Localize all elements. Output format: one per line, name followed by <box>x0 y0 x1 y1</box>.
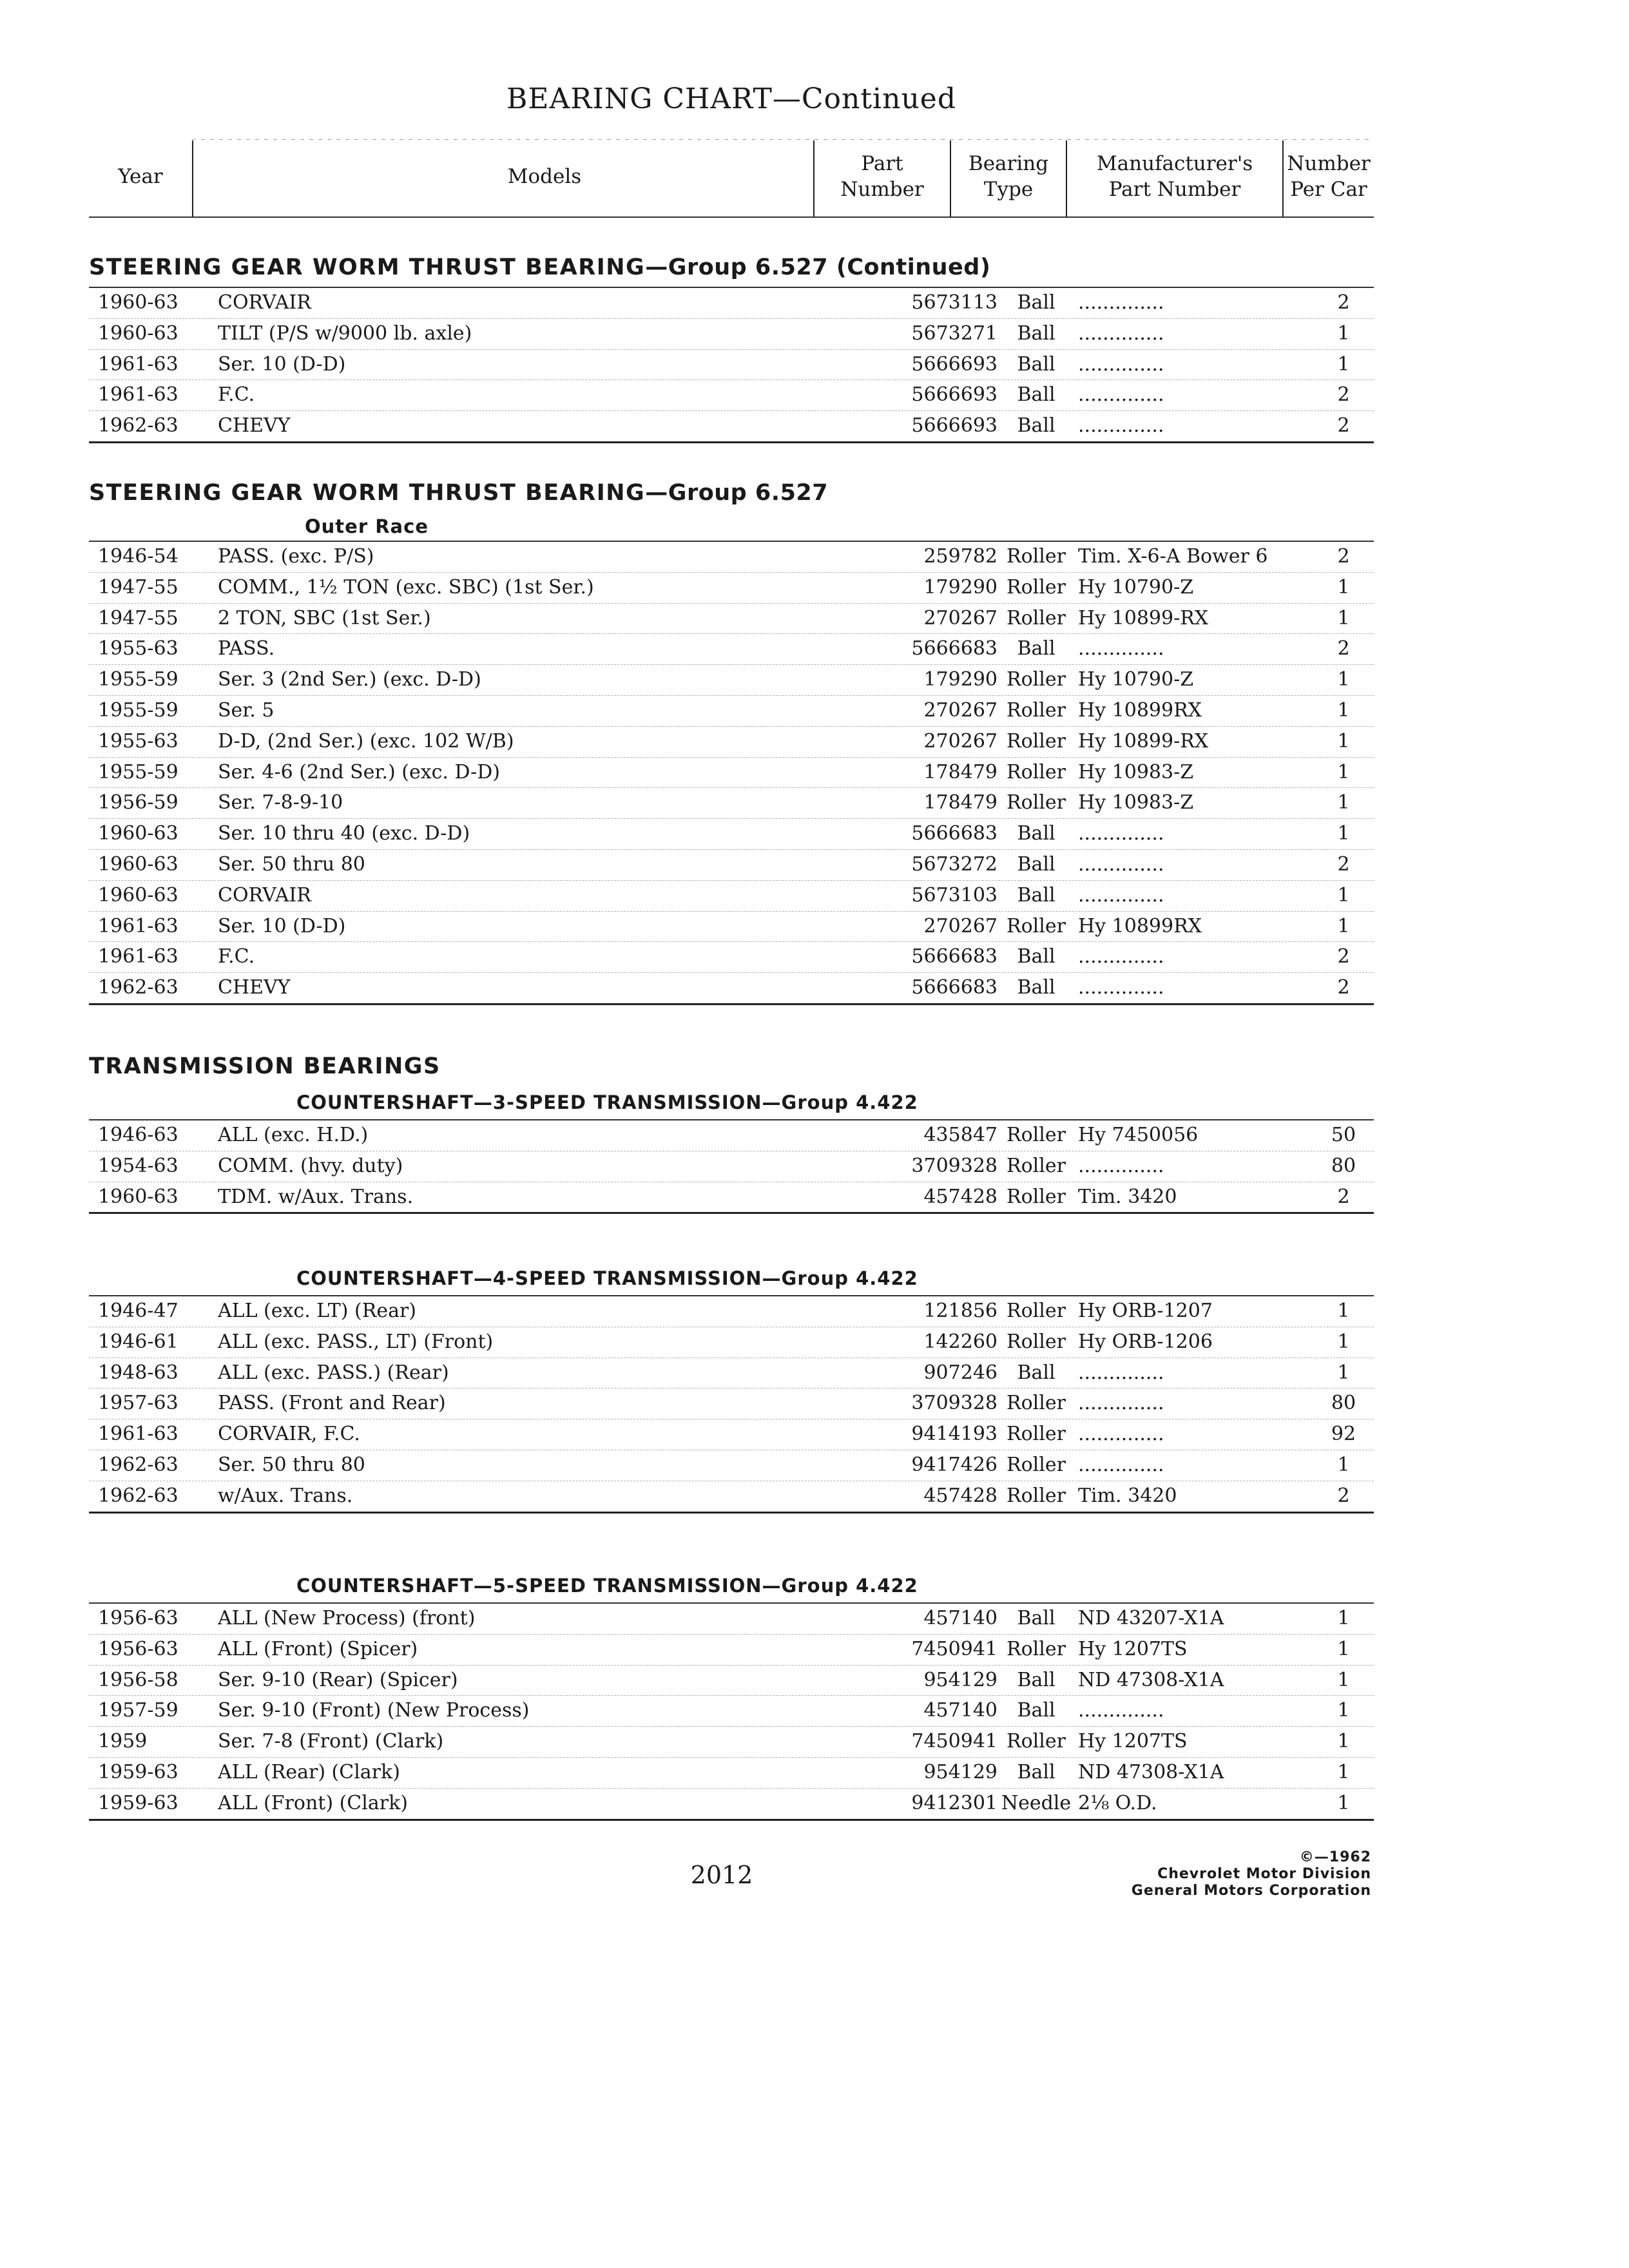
cell-mfr-part-number: .............. <box>1078 976 1164 999</box>
cell-year: 1960-63 <box>98 291 178 314</box>
cell-number-per-car: 2 <box>1337 976 1350 999</box>
cell-bearing-type: Ball <box>1017 1607 1055 1629</box>
table-row <box>89 1120 1374 1151</box>
cell-mfr-part-number: .............. <box>1078 1154 1164 1177</box>
cell-part-number: 5666693 <box>911 352 998 376</box>
cell-model: PASS. <box>218 637 275 660</box>
cell-number-per-car: 1 <box>1337 822 1350 845</box>
cell-mfr-part-number: Hy 10790-Z <box>1078 668 1194 691</box>
cell-number-per-car: 1 <box>1337 698 1350 722</box>
cell-bearing-type: Roller <box>1007 1453 1066 1476</box>
cell-bearing-type: Roller <box>1007 575 1066 599</box>
table-row <box>89 942 1374 973</box>
cell-bearing-type: Ball <box>1017 883 1055 907</box>
section-transmission-5-speed <box>89 1569 1374 1821</box>
table-row <box>89 573 1374 604</box>
cell-part-number: 178479 <box>923 760 998 783</box>
table-row <box>89 1450 1374 1481</box>
cell-number-per-car: 1 <box>1337 1300 1350 1322</box>
cell-bearing-type: Roller <box>1007 1392 1066 1415</box>
cell-number-per-car: 1 <box>1337 606 1350 629</box>
cell-year: 1962-63 <box>98 1484 178 1507</box>
cell-year: 1946-63 <box>98 1124 178 1146</box>
cell-mfr-part-number: .............. <box>1078 1453 1164 1476</box>
section-title: TRANSMISSION BEARINGS <box>89 1053 441 1079</box>
cell-bearing-type: Roller <box>1007 606 1066 629</box>
cell-mfr-part-number: .............. <box>1078 1392 1164 1415</box>
cell-part-number: 954129 <box>923 1760 998 1783</box>
cell-bearing-type: Ball <box>1017 637 1055 660</box>
cell-bearing-type: Roller <box>1007 1730 1066 1753</box>
cell-year: 1960-63 <box>98 1185 178 1208</box>
cell-bearing-type: Ball <box>1017 822 1055 845</box>
cell-mfr-part-number: .............. <box>1078 637 1164 660</box>
cell-part-number: 5666683 <box>911 976 998 999</box>
cell-year: 1955-63 <box>98 729 178 753</box>
cell-bearing-type: Roller <box>1007 1484 1066 1507</box>
cell-bearing-type: Ball <box>1017 414 1055 437</box>
cell-bearing-type: Roller <box>1007 1185 1066 1208</box>
cell-model: ALL (Front) (Clark) <box>218 1791 408 1814</box>
cell-bearing-type: Ball <box>1017 383 1055 407</box>
cell-model: TDM. w/Aux. Trans. <box>218 1185 414 1208</box>
cell-mfr-part-number: 2⅛ O.D. <box>1078 1791 1157 1814</box>
cell-number-per-car: 1 <box>1337 1637 1350 1660</box>
cell-number-per-car: 1 <box>1337 1699 1350 1722</box>
header-part-number: Part Number <box>840 152 924 201</box>
cell-year: 1956-59 <box>98 791 178 814</box>
cell-part-number: 457428 <box>923 1484 998 1507</box>
table-row <box>89 881 1374 912</box>
cell-bearing-type: Roller <box>1007 1154 1066 1177</box>
cell-model: PASS. (Front and Rear) <box>218 1392 446 1415</box>
table-row <box>89 1296 1374 1327</box>
cell-year: 1946-47 <box>98 1300 178 1322</box>
table-row <box>89 1789 1374 1819</box>
table-row <box>89 1604 1374 1635</box>
cell-number-per-car: 2 <box>1337 637 1350 660</box>
table-row <box>89 350 1374 381</box>
section-worm-thrust-outer-race <box>89 474 1374 1005</box>
cell-part-number: 907246 <box>923 1361 998 1384</box>
cell-bearing-type: Roller <box>1007 1330 1066 1353</box>
cell-model: Ser. 4-6 (2nd Ser.) (exc. D-D) <box>218 760 501 783</box>
copyright-notice: ©—1962 Chevrolet Motor Division General Motors Corporation <box>1131 1849 1371 1899</box>
cell-number-per-car: 1 <box>1337 1791 1350 1814</box>
cell-bearing-type: Ball <box>1017 945 1055 968</box>
table-row <box>89 1666 1374 1696</box>
section-title: STEERING GEAR WORM THRUST BEARING—Group 6.527 (Continued) <box>89 255 991 280</box>
cell-mfr-part-number: Tim. 3420 <box>1078 1484 1177 1507</box>
table-row <box>89 696 1374 727</box>
cell-bearing-type: Roller <box>1007 1300 1066 1322</box>
cell-mfr-part-number: Tim. 3420 <box>1078 1185 1177 1208</box>
cell-part-number: 9414193 <box>911 1423 998 1446</box>
table-row <box>89 1182 1374 1213</box>
cell-mfr-part-number: .............. <box>1078 414 1164 437</box>
cell-year: 1961-63 <box>98 1423 178 1446</box>
cell-model: Ser. 10 (D-D) <box>218 352 346 376</box>
cell-year: 1957-59 <box>98 1699 178 1722</box>
cell-mfr-part-number: Hy 10899RX <box>1078 698 1202 722</box>
cell-part-number: 270267 <box>923 729 998 753</box>
cell-bearing-type: Roller <box>1007 698 1066 722</box>
column-header <box>89 135 1374 218</box>
cell-number-per-car: 2 <box>1337 1185 1350 1208</box>
cell-year: 1957-63 <box>98 1392 178 1415</box>
cell-year: 1947-55 <box>98 606 178 629</box>
cell-model: ALL (Rear) (Clark) <box>218 1760 400 1783</box>
cell-model: ALL (exc. PASS., LT) (Front) <box>218 1330 494 1353</box>
cell-part-number: 457140 <box>923 1699 998 1722</box>
cell-bearing-type: Roller <box>1007 545 1066 568</box>
cell-bearing-type: Ball <box>1017 352 1055 376</box>
cell-model: CORVAIR <box>218 291 311 314</box>
cell-part-number: 5673113 <box>911 291 998 314</box>
header-models: Models <box>507 165 582 188</box>
cell-part-number: 179290 <box>923 668 998 691</box>
cell-model: COMM. (hvy. duty) <box>218 1154 403 1177</box>
cell-bearing-type: Ball <box>1017 852 1055 876</box>
cell-model: CORVAIR, F.C. <box>218 1423 360 1446</box>
cell-model: F.C. <box>218 383 255 407</box>
cell-year: 1959-63 <box>98 1760 178 1783</box>
cell-number-per-car: 1 <box>1337 791 1350 814</box>
cell-year: 1959 <box>98 1730 148 1753</box>
table-row <box>89 1481 1374 1512</box>
cell-part-number: 457140 <box>923 1607 998 1629</box>
cell-part-number: 9412301 <box>911 1791 998 1814</box>
table-row <box>89 1727 1374 1758</box>
cell-model: Ser. 9-10 (Front) (New Process) <box>218 1699 530 1722</box>
cell-number-per-car: 80 <box>1331 1392 1356 1415</box>
cell-year: 1955-59 <box>98 760 178 783</box>
section-title: STEERING GEAR WORM THRUST BEARING—Group 6.527 <box>89 480 829 506</box>
cell-mfr-part-number: ND 47308-X1A <box>1078 1760 1224 1783</box>
table-row <box>89 1327 1374 1358</box>
table-body <box>89 541 1374 1005</box>
table-row <box>89 912 1374 943</box>
cell-model: Ser. 7-8 (Front) (Clark) <box>218 1730 444 1753</box>
cell-year: 1961-63 <box>98 945 178 968</box>
table-row <box>89 758 1374 789</box>
cell-part-number: 7450941 <box>911 1730 998 1753</box>
cell-part-number: 5666693 <box>911 383 998 407</box>
cell-bearing-type: Roller <box>1007 791 1066 814</box>
cell-number-per-car: 1 <box>1337 1361 1350 1384</box>
section-subtitle: COUNTERSHAFT—4-SPEED TRANSMISSION—Group 4.422 <box>296 1267 918 1289</box>
section-subtitle: Outer Race <box>305 515 429 537</box>
header-year: Year <box>118 165 163 188</box>
cell-bearing-type: Roller <box>1007 1124 1066 1146</box>
cell-model: Ser. 50 thru 80 <box>218 1453 365 1476</box>
cell-mfr-part-number: .............. <box>1078 822 1164 845</box>
cell-mfr-part-number: Hy 7450056 <box>1078 1124 1199 1146</box>
header-number-per-car: Number Per Car <box>1287 152 1371 201</box>
header-bearing-type: Bearing Type <box>968 152 1049 201</box>
table-row <box>89 634 1374 665</box>
cell-part-number: 5666683 <box>911 822 998 845</box>
cell-year: 1960-63 <box>98 822 178 845</box>
table-row <box>89 288 1374 319</box>
table-row <box>89 1696 1374 1727</box>
cell-part-number: 121856 <box>923 1300 998 1322</box>
cell-number-per-car: 2 <box>1337 945 1350 968</box>
cell-mfr-part-number: Hy 10790-Z <box>1078 575 1194 599</box>
table-row <box>89 604 1374 635</box>
cell-bearing-type: Roller <box>1007 729 1066 753</box>
cell-mfr-part-number: .............. <box>1078 322 1164 345</box>
table-row <box>89 411 1374 441</box>
section-worm-thrust-continued <box>89 248 1374 443</box>
cell-year: 1960-63 <box>98 852 178 876</box>
cell-model: Ser. 5 <box>218 698 275 722</box>
cell-part-number: 178479 <box>923 791 998 814</box>
section-subtitle: COUNTERSHAFT—3-SPEED TRANSMISSION—Group 4.422 <box>296 1091 918 1113</box>
section-transmission-3-speed <box>89 1047 1374 1214</box>
cell-model: Ser. 50 thru 80 <box>218 852 365 876</box>
cell-bearing-type: Roller <box>1007 760 1066 783</box>
cell-mfr-part-number: Hy 10899-RX <box>1078 606 1209 629</box>
cell-mfr-part-number: .............. <box>1078 945 1164 968</box>
cell-mfr-part-number: .............. <box>1078 883 1164 907</box>
cell-year: 1955-59 <box>98 698 178 722</box>
cell-number-per-car: 2 <box>1337 852 1350 876</box>
cell-mfr-part-number: .............. <box>1078 383 1164 407</box>
cell-model: TILT (P/S w/9000 lb. axle) <box>218 322 472 345</box>
cell-model: Ser. 3 (2nd Ser.) (exc. D-D) <box>218 668 481 691</box>
cell-model: D-D, (2nd Ser.) (exc. 102 W/B) <box>218 729 514 753</box>
table-row <box>89 1758 1374 1789</box>
cell-mfr-part-number: .............. <box>1078 1699 1164 1722</box>
cell-part-number: 259782 <box>923 545 998 568</box>
cell-mfr-part-number: ND 43207-X1A <box>1078 1607 1224 1629</box>
cell-number-per-car: 1 <box>1337 729 1350 753</box>
cell-bearing-type: Roller <box>1007 1637 1066 1660</box>
table-row <box>89 727 1374 758</box>
cell-model: ALL (exc. PASS.) (Rear) <box>218 1361 449 1384</box>
cell-number-per-car: 1 <box>1337 914 1350 937</box>
cell-mfr-part-number: Tim. X-6-A Bower 6 <box>1078 545 1268 568</box>
cell-mfr-part-number: Hy 10983-Z <box>1078 760 1194 783</box>
cell-model: PASS. (exc. P/S) <box>218 545 374 568</box>
section-subtitle: COUNTERSHAFT—5-SPEED TRANSMISSION—Group 4.422 <box>296 1575 918 1597</box>
cell-part-number: 142260 <box>923 1330 998 1353</box>
cell-model: COMM., 1½ TON (exc. SBC) (1st Ser.) <box>218 575 594 599</box>
cell-mfr-part-number: .............. <box>1078 352 1164 376</box>
cell-part-number: 179290 <box>923 575 998 599</box>
table-row <box>89 819 1374 850</box>
cell-mfr-part-number: .............. <box>1078 1361 1164 1384</box>
cell-part-number: 5673271 <box>911 322 998 345</box>
cell-mfr-part-number: Hy ORB-1206 <box>1078 1330 1213 1353</box>
cell-model: Ser. 10 (D-D) <box>218 914 346 937</box>
cell-year: 1956-63 <box>98 1607 178 1629</box>
cell-model: Ser. 7-8-9-10 <box>218 791 343 814</box>
cell-part-number: 5666683 <box>911 945 998 968</box>
cell-bearing-type: Ball <box>1017 291 1055 314</box>
table-body <box>89 287 1374 443</box>
cell-part-number: 5666683 <box>911 637 998 660</box>
cell-number-per-car: 1 <box>1337 322 1350 345</box>
cell-number-per-car: 1 <box>1337 1330 1350 1353</box>
section-transmission-4-speed <box>89 1262 1374 1514</box>
cell-year: 1961-63 <box>98 383 178 407</box>
table-body <box>89 1602 1374 1821</box>
table-row <box>89 1419 1374 1450</box>
page-number: 2012 <box>690 1861 753 1889</box>
cell-year: 1955-63 <box>98 637 178 660</box>
cell-year: 1962-63 <box>98 976 178 999</box>
cell-year: 1947-55 <box>98 575 178 599</box>
cell-year: 1956-63 <box>98 1637 178 1660</box>
cell-part-number: 5673103 <box>911 883 998 907</box>
cell-model: Ser. 9-10 (Rear) (Spicer) <box>218 1668 458 1691</box>
cell-year: 1962-63 <box>98 1453 178 1476</box>
page-title: BEARING CHART—Continued <box>506 82 957 115</box>
cell-number-per-car: 2 <box>1337 291 1350 314</box>
cell-year: 1954-63 <box>98 1154 178 1177</box>
cell-year: 1956-58 <box>98 1668 178 1691</box>
cell-year: 1959-63 <box>98 1791 178 1814</box>
table-row <box>89 380 1374 411</box>
table-row <box>89 542 1374 573</box>
cell-number-per-car: 1 <box>1337 1607 1350 1629</box>
cell-part-number: 270267 <box>923 914 998 937</box>
table-body <box>89 1295 1374 1514</box>
cell-year: 1948-63 <box>98 1361 178 1384</box>
cell-bearing-type: Roller <box>1007 668 1066 691</box>
cell-model: ALL (exc. LT) (Rear) <box>218 1300 416 1322</box>
cell-number-per-car: 1 <box>1337 883 1350 907</box>
table-row <box>89 1389 1374 1419</box>
cell-number-per-car: 1 <box>1337 760 1350 783</box>
cell-mfr-part-number: .............. <box>1078 852 1164 876</box>
cell-part-number: 5673272 <box>911 852 998 876</box>
cell-year: 1960-63 <box>98 883 178 907</box>
cell-bearing-type: Ball <box>1017 976 1055 999</box>
table-row <box>89 788 1374 819</box>
cell-number-per-car: 1 <box>1337 1453 1350 1476</box>
cell-year: 1961-63 <box>98 914 178 937</box>
table-row <box>89 850 1374 881</box>
cell-mfr-part-number: Hy 1207TS <box>1078 1637 1188 1660</box>
cell-bearing-type: Roller <box>1007 914 1066 937</box>
cell-mfr-part-number: Hy 10899-RX <box>1078 729 1209 753</box>
table-row <box>89 1358 1374 1389</box>
cell-bearing-type: Roller <box>1007 1423 1066 1446</box>
cell-number-per-car: 1 <box>1337 1760 1350 1783</box>
cell-model: ALL (exc. H.D.) <box>218 1124 369 1146</box>
cell-number-per-car: 92 <box>1331 1423 1356 1446</box>
table-row <box>89 1635 1374 1666</box>
cell-part-number: 9417426 <box>911 1453 998 1476</box>
cell-part-number: 954129 <box>923 1668 998 1691</box>
cell-year: 1961-63 <box>98 352 178 376</box>
cell-part-number: 270267 <box>923 698 998 722</box>
cell-mfr-part-number: Hy 10899RX <box>1078 914 1202 937</box>
cell-bearing-type: Ball <box>1017 1361 1055 1384</box>
cell-year: 1955-59 <box>98 668 178 691</box>
cell-number-per-car: 2 <box>1337 545 1350 568</box>
cell-bearing-type: Ball <box>1017 1699 1055 1722</box>
cell-part-number: 3709328 <box>911 1154 998 1177</box>
cell-part-number: 435847 <box>923 1124 998 1146</box>
cell-model: F.C. <box>218 945 255 968</box>
cell-bearing-type: Ball <box>1017 1668 1055 1691</box>
cell-number-per-car: 1 <box>1337 1730 1350 1753</box>
header-mfr-part-number: Manufacturer's Part Number <box>1096 152 1253 201</box>
cell-year: 1960-63 <box>98 322 178 345</box>
cell-part-number: 457428 <box>923 1185 998 1208</box>
cell-number-per-car: 80 <box>1331 1154 1356 1177</box>
table-row <box>89 665 1374 696</box>
cell-model: w/Aux. Trans. <box>218 1484 353 1507</box>
cell-number-per-car: 1 <box>1337 1668 1350 1691</box>
cell-number-per-car: 2 <box>1337 383 1350 407</box>
cell-part-number: 7450941 <box>911 1637 998 1660</box>
cell-bearing-type: Ball <box>1017 1760 1055 1783</box>
cell-model: 2 TON, SBC (1st Ser.) <box>218 606 431 629</box>
cell-number-per-car: 2 <box>1337 1484 1350 1507</box>
cell-model: ALL (New Process) (front) <box>218 1607 476 1629</box>
cell-number-per-car: 1 <box>1337 575 1350 599</box>
table-row <box>89 319 1374 350</box>
table-row <box>89 973 1374 1003</box>
cell-mfr-part-number: Hy ORB-1207 <box>1078 1300 1213 1322</box>
cell-mfr-part-number: Hy 1207TS <box>1078 1730 1188 1753</box>
cell-part-number: 5666693 <box>911 414 998 437</box>
cell-mfr-part-number: .............. <box>1078 291 1164 314</box>
cell-year: 1946-54 <box>98 545 178 568</box>
cell-number-per-car: 50 <box>1331 1124 1356 1146</box>
cell-model: CORVAIR <box>218 883 311 907</box>
cell-mfr-part-number: .............. <box>1078 1423 1164 1446</box>
cell-model: CHEVY <box>218 976 291 999</box>
table-body <box>89 1119 1374 1214</box>
cell-mfr-part-number: ND 47308-X1A <box>1078 1668 1224 1691</box>
table-row <box>89 1151 1374 1182</box>
cell-model: Ser. 10 thru 40 (exc. D-D) <box>218 822 470 845</box>
cell-number-per-car: 1 <box>1337 352 1350 376</box>
cell-part-number: 3709328 <box>911 1392 998 1415</box>
cell-number-per-car: 1 <box>1337 668 1350 691</box>
cell-model: CHEVY <box>218 414 291 437</box>
cell-year: 1962-63 <box>98 414 178 437</box>
cell-bearing-type: Ball <box>1017 322 1055 345</box>
cell-bearing-type: Needle <box>1001 1791 1072 1814</box>
cell-number-per-car: 2 <box>1337 414 1350 437</box>
cell-part-number: 270267 <box>923 606 998 629</box>
cell-year: 1946-61 <box>98 1330 178 1353</box>
cell-mfr-part-number: Hy 10983-Z <box>1078 791 1194 814</box>
cell-model: ALL (Front) (Spicer) <box>218 1637 418 1660</box>
